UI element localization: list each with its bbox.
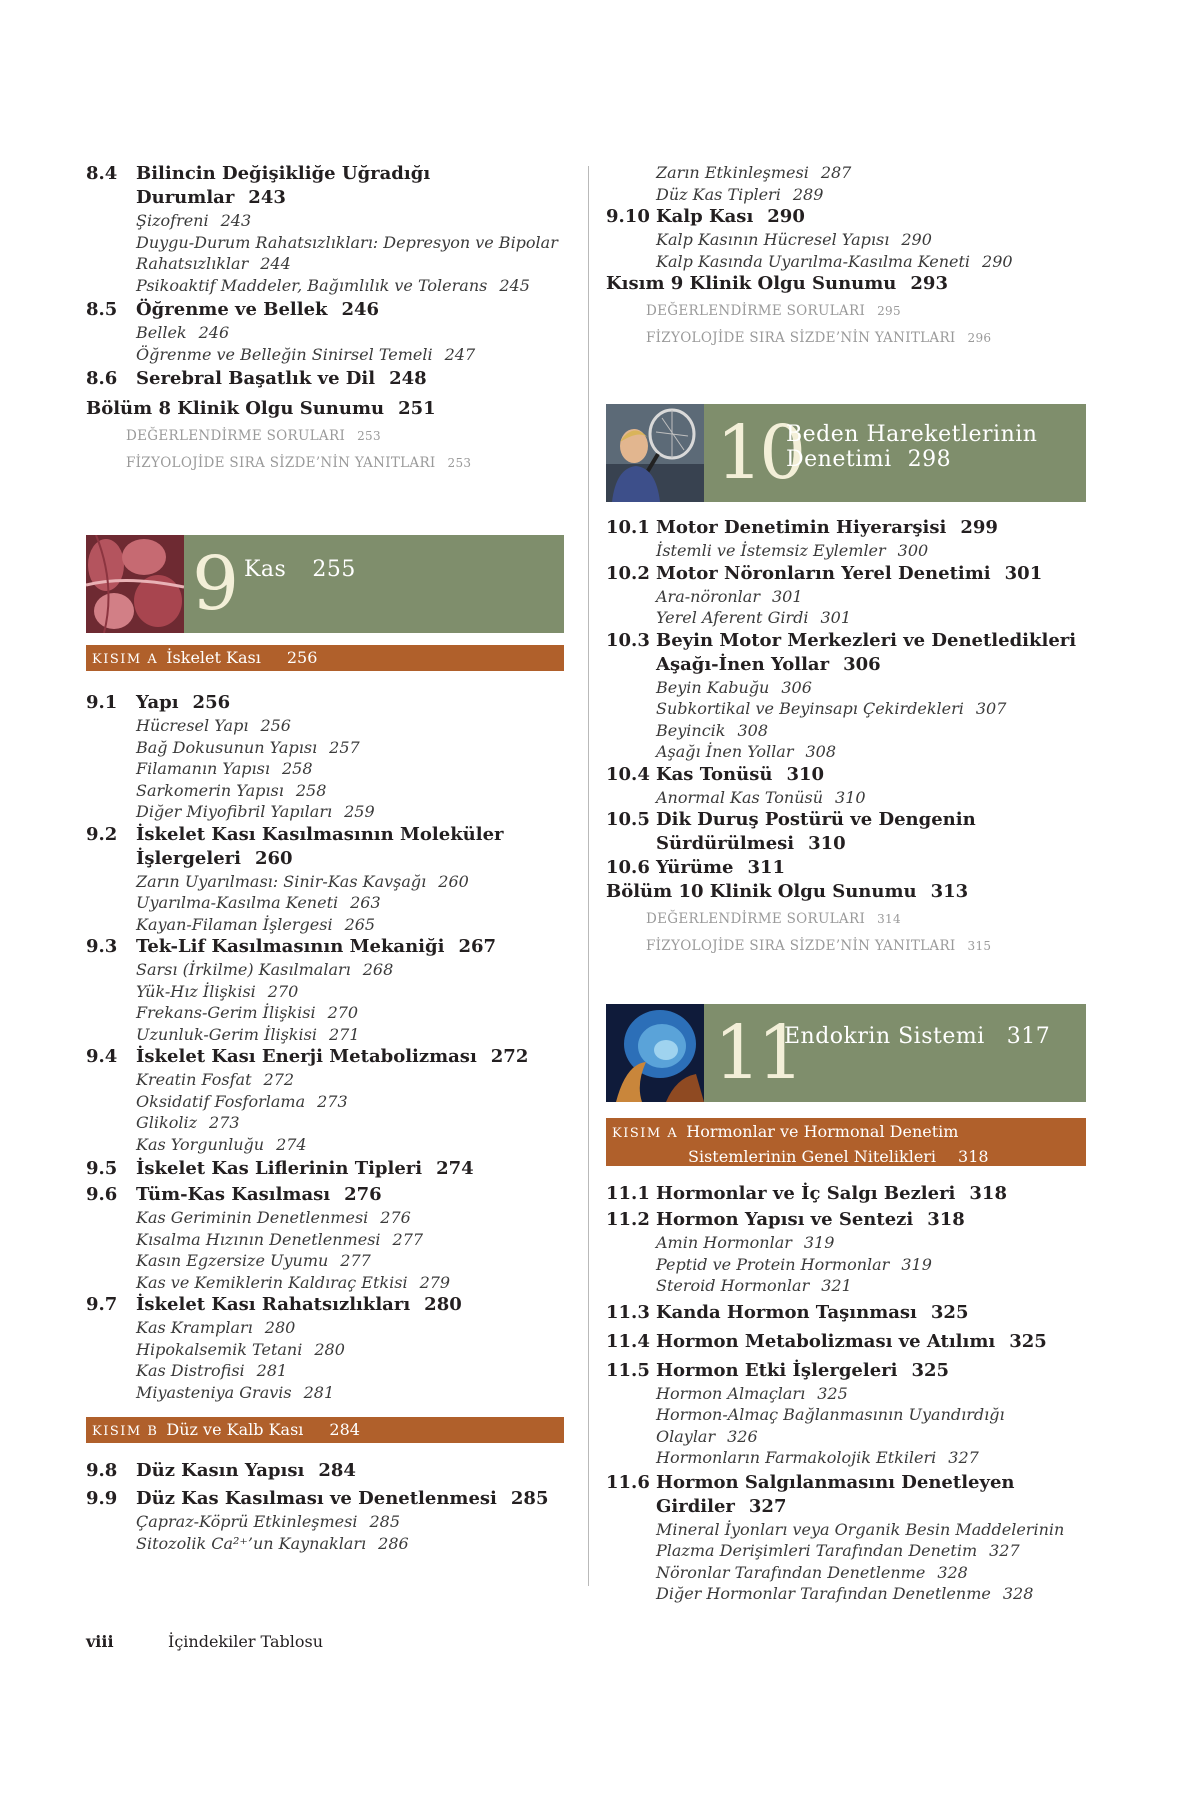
toc-subsection[interactable] <box>606 698 1086 720</box>
answers-entry[interactable]: FİZYOLOJİDE SIRA SİZDE’NİN YANITLARI 296 <box>646 330 992 346</box>
page-number: 274 <box>276 1134 307 1154</box>
subsection-title: Kas Krampları <box>136 1318 253 1337</box>
page-number: 300 <box>897 541 929 560</box>
toc-section[interactable]: 9.9 Düz Kas Kasılması ve Denetlenmesi 285 <box>86 1488 549 1509</box>
subsection-title: Yerel Aferent Girdi <box>656 608 809 627</box>
part-a-header[interactable]: KISIM A İskelet Kası 256 <box>86 645 564 671</box>
toc-subsection-list <box>606 162 1086 205</box>
subsection-title: Kas Distrofisi <box>136 1361 245 1380</box>
page-number: 268 <box>362 960 394 979</box>
toc-section[interactable]: 11.6 Hormon Salgılanmasını Denetleyen Girdiler 327 <box>606 1471 1015 1517</box>
page-number: 327 <box>948 1448 979 1467</box>
page-number: 260 <box>438 871 469 891</box>
toc-subsection-list <box>606 787 1086 809</box>
toc-subsection[interactable] <box>86 801 564 823</box>
part-a-header[interactable]: KISIM A Hormonlar ve Hormonal Denetim Sistemlerinin Genel Nitelikleri 318 <box>606 1118 1086 1166</box>
toc-subsection[interactable] <box>606 1383 1086 1405</box>
subsection-title: Mineral İyonları veya Organik Besin Maddelerinin <box>656 1519 1065 1539</box>
toc-subsection[interactable] <box>86 758 564 780</box>
review-questions-entry[interactable]: DEĞERLENDİRME SORULARI 295 <box>646 303 901 319</box>
subsection-title: Hipokalsemik Tetani <box>136 1339 303 1359</box>
toc-subsection[interactable] <box>86 210 564 232</box>
page-number: 328 <box>1002 1584 1034 1603</box>
subsection-title: Duygu-Durum Rahatsızlıkları: Depresyon ve Bipolar <box>136 232 558 252</box>
toc-subsection[interactable] <box>606 586 1086 608</box>
subsection-title: Şizofreni <box>136 211 209 230</box>
subsection-title: Nöronlar Tarafından Denetlenme <box>656 1562 926 1582</box>
chapter-10-banner[interactable] <box>606 404 1086 502</box>
page-number: 258 <box>295 780 327 800</box>
page-number: 290 <box>982 251 1013 271</box>
page-number: 328 <box>937 1562 968 1582</box>
subsection-title: Ara-nöronlar <box>656 586 760 606</box>
page-number: 272 <box>263 1070 295 1089</box>
toc-section[interactable]: 11.2 Hormon Yapısı ve Sentezi 318 <box>606 1209 965 1230</box>
chapter-title: Beden Hareketlerinin Denetimi 298 <box>786 422 1038 472</box>
subsection-title: Hormon Almaçları <box>656 1383 806 1403</box>
page-number: 326 <box>727 1426 758 1446</box>
page-number: 273 <box>317 1091 348 1111</box>
toc-subsection[interactable] <box>606 720 1086 742</box>
page-number: 319 <box>901 1254 932 1274</box>
page-number: 273 <box>209 1113 240 1132</box>
subsection-title: Filamanın Yapısı <box>136 759 270 778</box>
toc-subsection[interactable] <box>606 1540 1086 1562</box>
subsection-title: Hormonların Farmakolojik Etkileri <box>656 1448 937 1467</box>
column-divider <box>588 166 589 1586</box>
page-number: 247 <box>444 344 476 364</box>
toc-subsection-list <box>606 540 1086 562</box>
page-number: 244 <box>260 254 291 273</box>
review-questions-entry[interactable]: DEĞERLENDİRME SORULARI 314 <box>646 911 901 927</box>
subsection-title: Kalp Kasının Hücresel Yapısı <box>656 230 890 249</box>
toc-subsection[interactable] <box>606 184 1086 206</box>
page-number: 277 <box>340 1251 371 1270</box>
toc-subsection-list <box>606 1383 1086 1469</box>
page-number: 286 <box>378 1533 409 1553</box>
toc-subsection[interactable] <box>86 1511 564 1533</box>
page-number: 308 <box>805 742 837 761</box>
page-number: 287 <box>820 163 852 182</box>
chapter-9-banner[interactable] <box>86 535 564 633</box>
subsection-title: Bağ Dokusunun Yapısı <box>136 737 318 757</box>
toc-section[interactable]: 11.3 Kanda Hormon Taşınması 325 <box>606 1301 969 1323</box>
toc-subsection[interactable] <box>86 344 564 366</box>
subsection-title: Sarkomerin Yapısı <box>136 780 284 800</box>
toc-section[interactable]: 8.4 Bilincin Değişikliğe Uğradığı Durumlar 243 <box>86 163 431 208</box>
subsection-title: Öğrenme ve Belleğin Sinirsel Temeli <box>136 344 433 364</box>
chapter-title: Endokrin Sistemi 317 <box>784 1024 1051 1049</box>
toc-subsection[interactable] <box>606 1232 1086 1254</box>
toc-section[interactable]: 10.1 Motor Denetimin Hiyerarşisi 299 <box>606 517 998 538</box>
chapter-number: 9 <box>192 541 240 627</box>
toc-section[interactable]: 11.5 Hormon Etki İşlergeleri 325 <box>606 1359 950 1381</box>
toc-subsection[interactable] <box>606 229 1086 251</box>
subsection-title: Anormal Kas Tonüsü <box>656 787 824 807</box>
subsection-title: Hücresel Yapı <box>136 716 249 735</box>
subsection-title: Beyin Kabuğu <box>656 677 770 697</box>
toc-section[interactable]: 9.7 İskelet Kası Rahatsızlıkları 280 <box>86 1294 462 1315</box>
page-number: viii <box>86 1632 114 1651</box>
toc-subsection-list <box>86 1317 564 1403</box>
toc-section[interactable]: 10.3 Beyin Motor Merkezleri ve Denetledikleri Aşağı-İnen Yollar 306 <box>606 629 1077 675</box>
clinical-case-entry[interactable]: Bölüm 10 Klinik Olgu Sunumu 313 <box>606 881 969 902</box>
subsection-title: Aşağı İnen Yollar <box>656 742 794 761</box>
toc-subsection[interactable] <box>86 715 564 737</box>
part-b-header[interactable]: KISIM B Düz ve Kalb Kası 284 <box>86 1417 564 1443</box>
toc-subsection[interactable] <box>606 741 1086 763</box>
subsection-title: Peptid ve Protein Hormonlar <box>656 1254 890 1274</box>
subsection-title: Subkortikal ve Beyinsapı Çekirdekleri <box>656 699 964 718</box>
toc-subsection[interactable] <box>606 787 1086 809</box>
subsection-title: İstemli ve İstemsiz Eylemler <box>656 541 886 560</box>
page-number: 271 <box>328 1024 360 1044</box>
toc-subsection[interactable] <box>86 1317 564 1339</box>
subsection-title: Kalp Kasında Uyarılma-Kasılma Keneti <box>656 251 971 271</box>
toc-subsection[interactable] <box>86 737 564 759</box>
subsection-title: Oksidatif Fosforlama <box>136 1091 306 1111</box>
toc-subsection-list <box>606 586 1086 629</box>
subsection-title: Zarın Uyarılması: Sinir-Kas Kavşağı <box>136 871 427 891</box>
page-number: 279 <box>419 1272 451 1292</box>
subsection-title: Uzunluk-Gerim İlişkisi <box>136 1024 317 1044</box>
toc-subsection[interactable] <box>606 1254 1086 1276</box>
toc-section[interactable]: 9.4 İskelet Kası Enerji Metabolizması 272 <box>86 1046 529 1067</box>
toc-subsection[interactable] <box>86 959 564 981</box>
subsection-title: Zarın Etkinleşmesi <box>656 163 809 182</box>
page-number: 270 <box>327 1003 359 1022</box>
toc-section[interactable]: 9.1 Yapı 256 <box>86 692 231 713</box>
subsection-title: Diğer Miyofibril Yapıları <box>136 802 333 821</box>
page-number: 265 <box>344 914 376 934</box>
running-title: İçindekiler Tablosu <box>168 1632 324 1651</box>
chapter-number: 11 <box>714 1010 801 1096</box>
toc-subsection[interactable] <box>606 1562 1086 1584</box>
page-number: 259 <box>344 802 375 821</box>
toc-subsection[interactable] <box>86 1360 564 1382</box>
toc-subsection-list <box>86 210 564 296</box>
subsection-title: Rahatsızlıklar <box>136 254 249 273</box>
toc-subsection[interactable] <box>86 981 564 1003</box>
subsection-title: Psikoaktif Maddeler, Bağımlılık ve Tolerans <box>136 275 488 295</box>
page-number: 307 <box>975 699 1007 718</box>
subsection-title: Kas Yorgunluğu <box>136 1134 265 1154</box>
toc-subsection-list <box>86 871 564 936</box>
page-number: 280 <box>314 1339 345 1359</box>
toc-section[interactable]: 10.5 Dik Duruş Postürü ve Dengenin Sürdürülmesi 310 <box>606 809 976 854</box>
muscle-tissue-photo <box>86 535 184 633</box>
toc-subsection-list <box>86 959 564 1045</box>
toc-section[interactable]: 11.1 Hormonlar ve İç Salgı Bezleri 318 <box>606 1183 1007 1204</box>
page-number: 243 <box>220 211 252 230</box>
clinical-case-entry[interactable]: Kısım 9 Klinik Olgu Sunumu 293 <box>606 273 948 294</box>
toc-subsection[interactable] <box>86 1339 564 1361</box>
subsection-title: Kayan-Filaman İşlergesi <box>136 914 333 934</box>
page-number: 308 <box>737 720 769 740</box>
toc-subsection[interactable] <box>606 677 1086 699</box>
subsection-title: Sitozolik Ca²⁺’un Kaynakları <box>136 1533 367 1553</box>
toc-subsection[interactable] <box>86 1134 564 1156</box>
toc-subsection-list <box>86 322 564 365</box>
subsection-title: Diğer Hormonlar Tarafından Denetlenme <box>656 1584 991 1603</box>
page-number: 245 <box>499 275 530 295</box>
toc-subsection[interactable] <box>86 1272 564 1294</box>
subsection-title: Kasın Egzersize Uyumu <box>136 1251 329 1270</box>
toc-section[interactable]: 9.8 Düz Kasın Yapısı 284 <box>86 1460 356 1481</box>
page-number: 270 <box>267 981 299 1001</box>
toc-subsection[interactable] <box>86 1024 564 1046</box>
page-number: 301 <box>771 586 803 606</box>
toc-section[interactable]: 9.10 Kalp Kası 290 <box>606 206 805 227</box>
page-number: 285 <box>369 1512 401 1531</box>
subsection-title: Sarsı (İrkilme) Kasılmaları <box>136 960 351 979</box>
subsection-title: Hormon-Almaç Bağlanmasının Uyandırdığı Olaylar <box>656 1405 1005 1446</box>
toc-section[interactable]: 10.4 Kas Tonüsü 310 <box>606 763 825 785</box>
subsection-title: Kas Geriminin Denetlenmesi <box>136 1208 369 1227</box>
toc-section[interactable]: 11.4 Hormon Metabolizması ve Atılımı 325 <box>606 1330 1047 1352</box>
answers-entry[interactable]: FİZYOLOJİDE SIRA SİZDE’NİN YANITLARI 315 <box>646 938 992 954</box>
toc-section[interactable]: 9.5 İskelet Kas Liflerinin Tipleri 274 <box>86 1158 474 1179</box>
page-number: 327 <box>989 1541 1020 1560</box>
toc-subsection-list <box>606 229 1086 272</box>
toc-section[interactable]: 9.6 Tüm-Kas Kasılması 276 <box>86 1184 382 1205</box>
subsection-title: Bellek <box>136 323 187 342</box>
toc-subsection-list <box>86 1511 564 1554</box>
toc-subsection-list <box>606 1232 1086 1297</box>
subsection-title: Miyasteniya Gravis <box>136 1382 292 1402</box>
subsection-title: Düz Kas Tipleri <box>656 184 781 204</box>
toc-subsection[interactable] <box>606 1404 1086 1447</box>
toc-subsection-list <box>606 677 1086 763</box>
subsection-title: Kreatin Fosfat <box>136 1070 252 1089</box>
toc-subsection-list <box>86 715 564 823</box>
toc-subsection[interactable] <box>86 1207 564 1229</box>
toc-section[interactable]: 10.2 Motor Nöronların Yerel Denetimi 301 <box>606 562 1043 584</box>
toc-subsection[interactable] <box>606 162 1086 184</box>
subsection-title: Kas ve Kemiklerin Kaldıraç Etkisi <box>136 1272 408 1292</box>
page-number: 281 <box>303 1382 335 1402</box>
toc-section[interactable]: 10.6 Yürüme 311 <box>606 857 786 878</box>
toc-section[interactable]: 8.5 Öğrenme ve Bellek 246 <box>86 299 380 320</box>
toc-section[interactable]: 9.3 Tek-Lif Kasılmasının Mekaniği 267 <box>86 936 497 957</box>
subsection-title: Uyarılma-Kasılma Keneti <box>136 893 339 912</box>
page-number: 263 <box>350 893 381 912</box>
toc-subsection[interactable] <box>86 1229 564 1251</box>
toc-subsection[interactable] <box>86 275 564 297</box>
subsection-title: Steroid Hormonlar <box>656 1276 810 1295</box>
toc-section[interactable]: 8.6 Serebral Başatlık ve Dil 248 <box>86 368 427 389</box>
toc-subsection-list <box>86 1207 564 1293</box>
toc-subsection[interactable] <box>86 1533 564 1555</box>
toc-subsection[interactable] <box>86 1250 564 1272</box>
toc-subsection[interactable] <box>606 540 1086 562</box>
answers-entry[interactable]: FİZYOLOJİDE SIRA SİZDE’NİN YANITLARI 253 <box>126 455 472 471</box>
chapter-11-banner[interactable] <box>606 1004 1086 1102</box>
subsection-title: Plazma Derişimleri Tarafından Denetim <box>656 1541 978 1560</box>
toc-subsection[interactable] <box>86 1091 564 1113</box>
page-number: 301 <box>820 608 852 627</box>
subsection-title: Beyincik <box>656 720 726 740</box>
toc-subsection[interactable] <box>86 1002 564 1024</box>
page-number: 246 <box>198 323 230 342</box>
toc-subsection[interactable] <box>606 1583 1086 1605</box>
page-number: 281 <box>256 1361 288 1380</box>
toc-subsection-list <box>86 1069 564 1155</box>
toc-subsection[interactable] <box>606 251 1086 273</box>
page-footer <box>86 1632 323 1651</box>
subsection-title: Kısalma Hızının Denetlenmesi <box>136 1229 381 1249</box>
toc-subsection[interactable] <box>86 232 564 254</box>
toc-subsection[interactable] <box>606 1275 1086 1297</box>
toc-subsection[interactable] <box>86 1112 564 1134</box>
toc-subsection[interactable] <box>86 914 564 936</box>
toc-subsection[interactable] <box>86 253 564 275</box>
page-number: 258 <box>281 759 313 778</box>
subsection-title: Frekans-Gerim İlişkisi <box>136 1003 316 1022</box>
left-column <box>86 162 564 1554</box>
tennis-player-photo <box>606 404 704 502</box>
page-number: 325 <box>817 1383 848 1403</box>
toc-section[interactable]: 9.2 İskelet Kası Kasılmasının Moleküler İşlergeleri 260 <box>86 823 504 869</box>
toc-subsection[interactable] <box>86 1382 564 1404</box>
chapter-title: Kas 255 <box>244 557 356 582</box>
page-number: 277 <box>392 1229 424 1249</box>
toc-subsection[interactable] <box>86 1069 564 1091</box>
toc-subsection[interactable] <box>86 780 564 802</box>
toc-subsection[interactable] <box>86 322 564 344</box>
subsection-title: Yük-Hız İlişkisi <box>136 981 256 1001</box>
page-number: 257 <box>329 737 360 757</box>
page-number: 310 <box>835 787 866 807</box>
page-number: 321 <box>821 1276 852 1295</box>
page-number: 256 <box>260 716 291 735</box>
page-number: 276 <box>380 1208 411 1227</box>
toc-subsection[interactable] <box>606 1447 1086 1469</box>
page-number: 280 <box>264 1318 296 1337</box>
toc-subsection[interactable] <box>86 892 564 914</box>
toc-subsection[interactable] <box>606 607 1086 629</box>
toc-subsection-list <box>606 1519 1086 1605</box>
page-number: 290 <box>901 230 932 249</box>
chapter-number: 10 <box>716 410 803 496</box>
toc-subsection[interactable] <box>606 1519 1086 1541</box>
page-number: 289 <box>792 184 824 204</box>
endocrine-scan-photo <box>606 1004 704 1102</box>
subsection-title: Çapraz-Köprü Etkinleşmesi <box>136 1512 358 1531</box>
right-column <box>606 162 1086 1605</box>
subsection-title: Glikoliz <box>136 1113 198 1132</box>
page-number: 306 <box>781 677 812 697</box>
subsection-title: Amin Hormonlar <box>656 1233 792 1252</box>
toc-subsection[interactable] <box>86 871 564 893</box>
review-questions-entry[interactable]: DEĞERLENDİRME SORULARI 253 <box>126 428 381 444</box>
page-number: 319 <box>803 1233 835 1252</box>
clinical-case-entry[interactable]: Bölüm 8 Klinik Olgu Sunumu 251 <box>86 398 436 419</box>
